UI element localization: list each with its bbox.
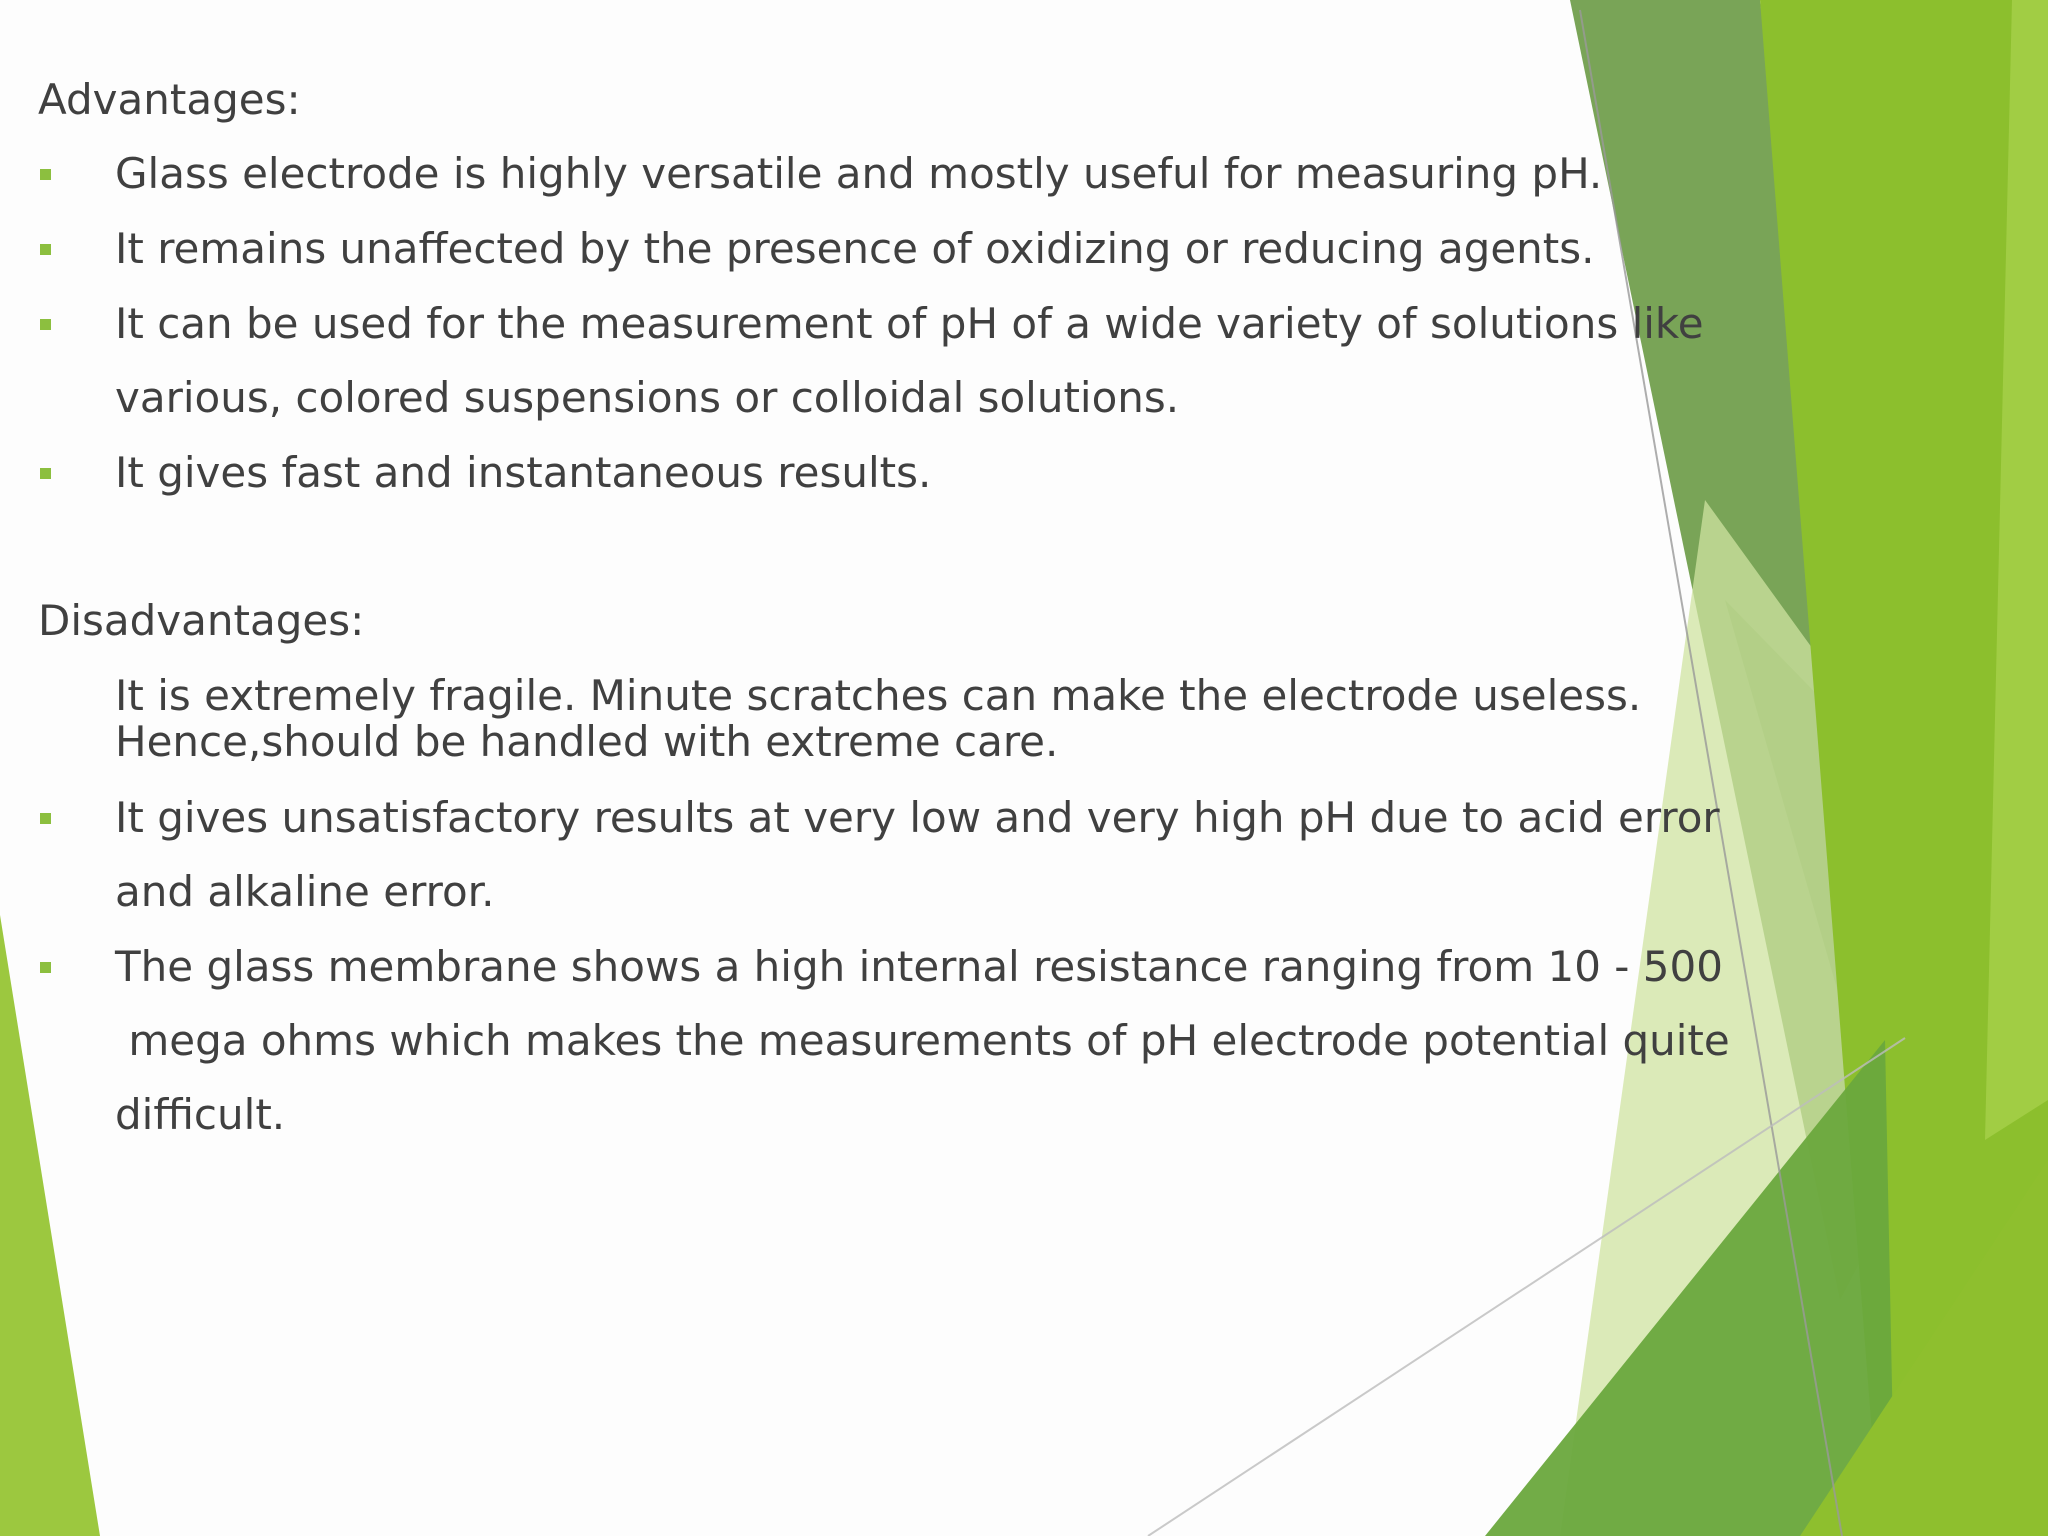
advantage-item-text: Glass electrode is highly versatile and mostly useful for measuring pH. xyxy=(115,149,1603,198)
disadvantage-item-text: It is extremely fragile. Minute scratches can make the electrode useless. xyxy=(115,671,1642,720)
disadvantage-item-text-continuation: Hence,should be handled with extreme care. xyxy=(115,717,1059,766)
bullet-icon xyxy=(40,962,51,973)
bullet-icon xyxy=(40,319,51,330)
left-edge-green-shape xyxy=(0,915,100,1536)
disadvantage-item-text: The glass membrane shows a high internal resistance ranging from 10 - 500 xyxy=(115,942,1723,991)
disadvantage-item-text-continuation: and alkaline error. xyxy=(115,867,495,916)
bullet-icon xyxy=(40,468,51,479)
bullet-icon xyxy=(40,244,51,255)
disadvantages-heading: Disadvantages: xyxy=(38,596,365,645)
disadvantage-item-text-continuation: difficult. xyxy=(115,1090,286,1139)
advantage-item-text: It can be used for the measurement of pH of a wide variety of solutions like xyxy=(115,299,1704,348)
disadvantage-item-text-continuation: mega ohms which makes the measurements of pH electrode potential quite xyxy=(115,1016,1730,1065)
advantage-item-text-continuation: various, colored suspensions or colloidal solutions. xyxy=(115,373,1180,422)
disadvantage-item-text: It gives unsatisfactory results at very low and very high pH due to acid error xyxy=(115,793,1720,842)
advantages-heading: Advantages: xyxy=(38,75,301,124)
bullet-icon xyxy=(40,169,51,180)
bullet-icon xyxy=(40,813,51,824)
advantage-item-text: It gives fast and instantaneous results. xyxy=(115,448,932,497)
advantage-item-text: It remains unaffected by the presence of oxidizing or reducing agents. xyxy=(115,224,1595,273)
